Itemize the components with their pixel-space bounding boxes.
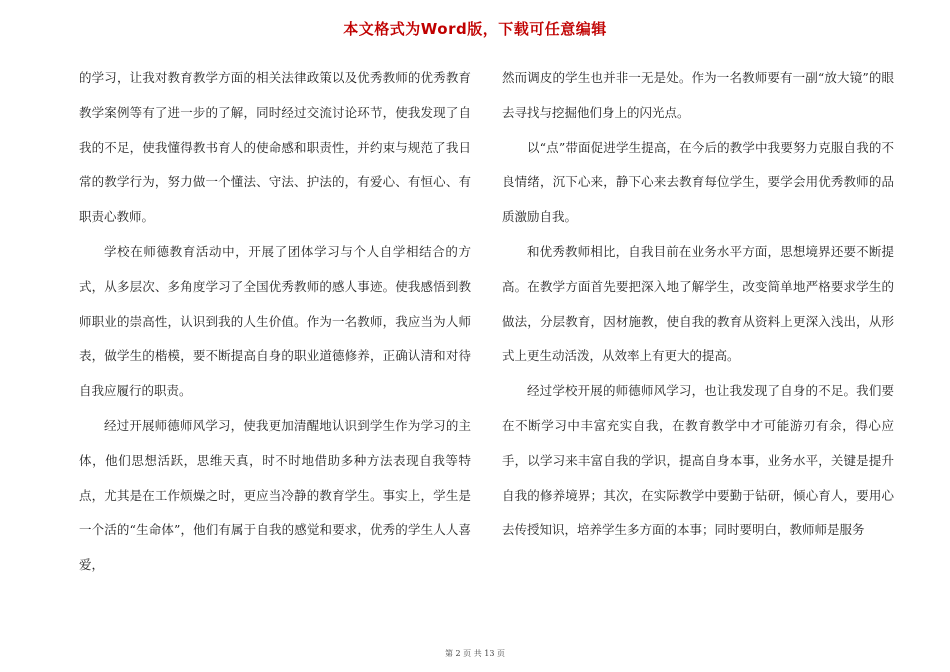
document-banner: 本文格式为Word版，下载可任意编辑 (343, 20, 607, 38)
right-paragraph-4: 经过学校开展的师德师风学习，也让我发现了自身的不足。我们要在不断学习中丰富充实自我，在教育教学中才可能游刃有余，得心应手，以学习来丰富自我的学识，提高自身本事，业务水平，关键是提升自我的修养境界；其次，在实际教学中要勤于钻研，倾心育人，要用心去传授知识，培养学生多方面的本事；同时要明白，教师师是服务 (502, 383, 894, 538)
right-paragraph-1: 然而调皮的学生也并非一无是处。作为一名教师要有一副“放大镜”的眼去寻找与挖掘他们身上的闪光点。 (502, 70, 894, 120)
right-paragraph-3: 和优秀教师相比，自我目前在业务水平方面，思想境界还要不断提高。在教学方面首先要把深入地了解学生，改变简单地严格要求学生的做法，分层教育，因材施教，使自我的教育从资料上更深入浅出，从形式上更生动活泼，从效率上有更大的提高。 (502, 243, 894, 364)
left-paragraph-1: 的学习，让我对教育教学方面的相关法律政策以及优秀教师的优秀教育教学案例等有了进一步的了解，同时经过交流讨论环节，使我发现了自我的不足，使我懂得教书育人的使命感和职责性，并约束与规范了我日常的教学行为，努力做一个懂法、守法、护法的，有爱心、有恒心、有职责心教师。 (79, 70, 471, 225)
left-column (79, 61, 471, 583)
page-number-footer: 第 2 页 共 13 页 (445, 649, 505, 658)
left-paragraph-2: 学校在师德教育活动中，开展了团体学习与个人自学相结合的方式，从多层次、多角度学习了全国优秀教师的感人事迹。使我感悟到教师职业的崇高性，认识到我的人生价值。作为一名教师，我应当为人师表，做学生的楷模，要不断提高自身的职业道德修养，正确认清和对待自我应履行的职责。 (79, 243, 471, 399)
left-paragraph-3: 经过开展师德师风学习，使我更加清醒地认识到学生作为学习的主体，他们思想活跃，思维天真，时不时地借助多种方法表现自我等特点，尤其是在工作烦燥之时，更应当冷静的教育学生。事实上，学生是一个活的“生命体”，他们有属于自我的感觉和要求，优秀的学生人人喜爱， (79, 417, 471, 573)
right-column (502, 61, 894, 548)
right-paragraph-2: 以“点”带面促进学生提高，在今后的教学中我要努力克服自我的不良情绪，沉下心来，静下心来去教育每位学生，要学会用优秀教师的品质激励自我。 (502, 139, 894, 225)
